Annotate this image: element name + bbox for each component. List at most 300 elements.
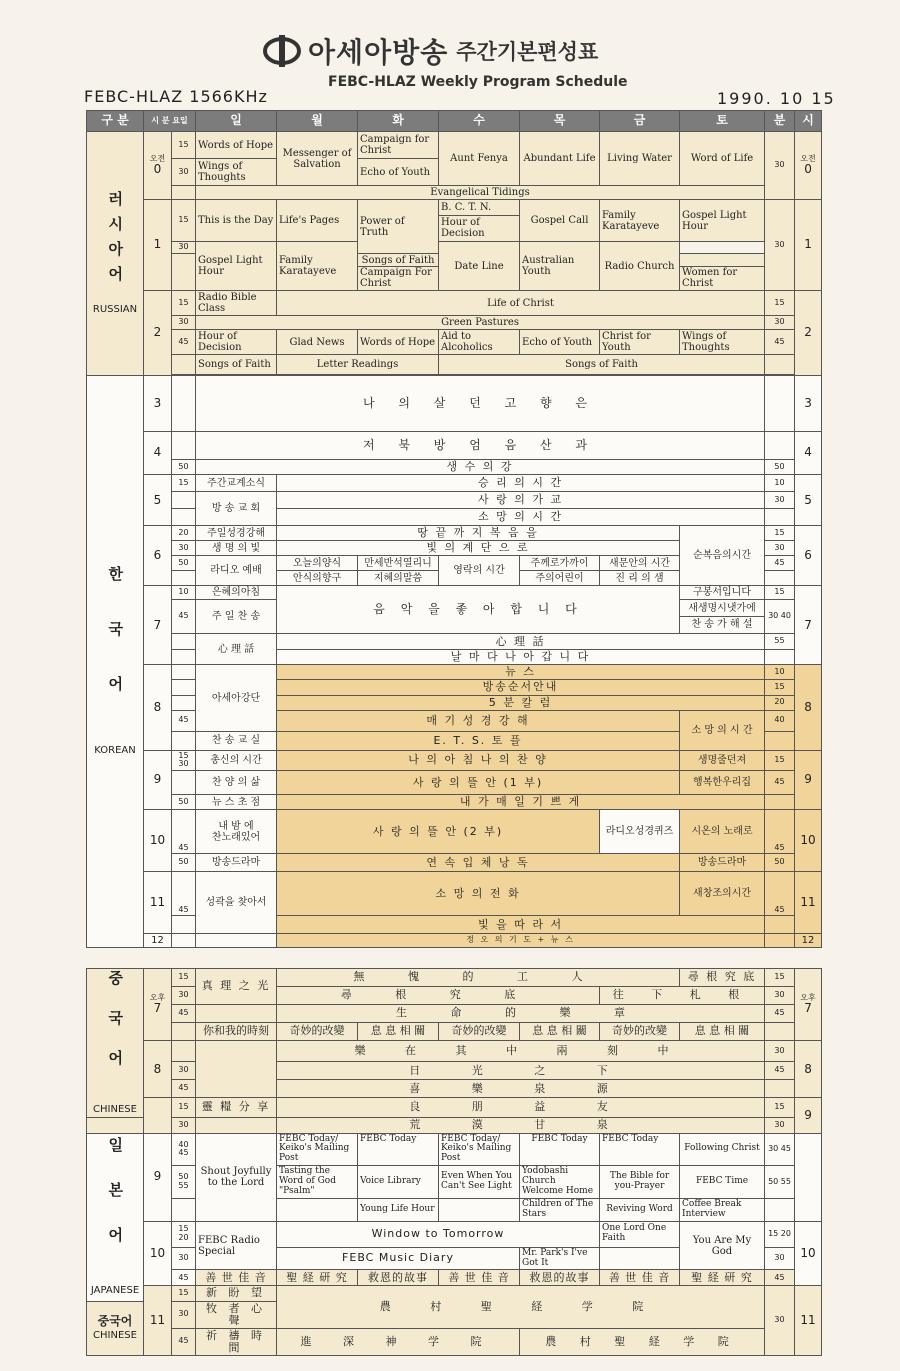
minute-label: 30 45 xyxy=(765,1133,795,1166)
minute-label: 45 xyxy=(172,600,196,634)
hour-8-right: 8 xyxy=(795,1041,822,1098)
program-cell: 새창조의시간 xyxy=(680,872,765,916)
program-cell: 주간교계소식 xyxy=(196,475,277,492)
minute-label xyxy=(172,254,196,291)
minute-label: 40 45 xyxy=(172,1133,196,1166)
program-cell: 빛 의 계 단 으 로 xyxy=(277,541,680,556)
program-cell: FEBC Today/ Keiko's Mailing Post xyxy=(439,1133,520,1166)
program-cell: 만세반석열리니 xyxy=(358,556,439,571)
program-cell: Family Karatayeve xyxy=(600,200,680,242)
col-monday: 월 xyxy=(277,111,358,132)
minute-label: 50 xyxy=(172,556,196,571)
program-cell: 뉴 스 초 점 xyxy=(196,795,277,810)
minute-label: 30 xyxy=(765,316,795,330)
program-cell: 방송순서안내 xyxy=(277,680,765,695)
divider xyxy=(680,255,764,267)
program-cell: 樂 在 其 中 兩 刻 中 xyxy=(277,1041,765,1062)
hour-7: 오후 7 xyxy=(144,969,172,1041)
minute-label: 15 xyxy=(172,200,196,242)
hour-7-right: 7 xyxy=(795,586,822,665)
hour-9: 9 xyxy=(144,1133,172,1221)
program-cell: 안식의향구 xyxy=(277,571,358,586)
program-text: 찬노래있어 xyxy=(211,831,261,843)
minute-label: 30 xyxy=(765,132,795,200)
minute-label xyxy=(172,771,196,795)
hour-9-right: 9 xyxy=(795,750,822,810)
korean-label: 한국어 xyxy=(106,566,125,732)
program-cell: 靈 糧 分 享 xyxy=(196,1098,277,1117)
hour-6-right: 6 xyxy=(795,526,822,586)
program-cell: Voice Library xyxy=(358,1166,439,1199)
program-cell xyxy=(196,1005,277,1023)
program-cell: Abundant Life xyxy=(520,132,600,186)
program-cell: 나 의 아 침 나 의 찬 양 xyxy=(277,750,680,771)
program-cell: 사 랑 의 뜰 안 (1 부) xyxy=(277,771,680,795)
minute-label: 30 xyxy=(172,316,196,330)
program-cell xyxy=(196,810,277,854)
program-cell: 牧 者 心 聲 xyxy=(196,1301,277,1328)
minute-label: 45 xyxy=(765,872,795,916)
hour-10: 10 xyxy=(144,1221,172,1286)
minute-label xyxy=(172,695,196,710)
program-cell: 내 가 매 일 기 쁘 게 xyxy=(277,795,765,810)
minute-label: 45 xyxy=(765,330,795,355)
japanese-en-label: JAPANESE xyxy=(90,1285,140,1297)
program-cell: 주일성경강해 xyxy=(196,526,277,541)
minute-label: 30 xyxy=(172,987,196,1005)
am-label: 오전 xyxy=(149,153,166,163)
program-cell: 주 일 찬 송 xyxy=(196,600,277,634)
program-cell: 奇妙的改變 xyxy=(600,1023,680,1041)
program-cell: 救恩的故事 xyxy=(520,1270,600,1286)
program-cell: Wings of Thoughts xyxy=(680,330,765,355)
minute-label: 30 xyxy=(172,1247,196,1270)
minute-label: 30 xyxy=(765,541,795,556)
program-cell: Messenger of Salvation xyxy=(277,132,358,186)
program-cell xyxy=(358,254,439,291)
english-title: FEBC-HLAZ Weekly Program Schedule xyxy=(328,74,628,90)
minute-label xyxy=(765,509,795,526)
minute-label xyxy=(172,680,196,695)
minute-label: 30 xyxy=(765,1247,795,1270)
russian-label: 러시아어 xyxy=(106,190,125,291)
program-cell: 새문안의 시간 xyxy=(600,556,680,571)
minute-label: 30 xyxy=(172,1301,196,1328)
minute-label: 50 55 xyxy=(172,1166,196,1199)
col-wednesday: 수 xyxy=(439,111,520,132)
program-cell: 찬 송 교 실 xyxy=(196,731,277,750)
program-cell: Christ for Youth xyxy=(600,330,680,355)
program-cell xyxy=(439,200,520,242)
hour-12-right: 12 xyxy=(795,934,822,948)
minute-label xyxy=(172,1198,196,1221)
program-cell: 시온의 노래로 xyxy=(680,810,765,854)
program-cell: 生 命 的 樂 章 xyxy=(277,1005,765,1023)
minute-label: 20 xyxy=(172,526,196,541)
program-cell: 尋 根 究 底 xyxy=(277,987,600,1005)
program-cell xyxy=(277,1198,358,1221)
program-cell: Glad News xyxy=(277,330,358,355)
program-cell: You Are My God xyxy=(680,1221,765,1270)
schedule-table-evening xyxy=(86,968,822,1356)
hour-4-right: 4 xyxy=(795,432,822,475)
program-text: Hour of Decision xyxy=(439,215,519,240)
col-friday: 금 xyxy=(600,111,680,132)
russian-en-label: RUSSIAN xyxy=(92,304,138,316)
minute-label xyxy=(172,1041,196,1062)
febc-logo xyxy=(262,34,598,68)
minute-label: 30 xyxy=(765,1117,795,1133)
program-cell: 善 世 佳 音 xyxy=(600,1270,680,1286)
program-cell: 祈 禱 時 間 xyxy=(196,1328,277,1355)
minute-label: 15 xyxy=(172,132,196,159)
hour-5: 5 xyxy=(144,475,172,526)
program-cell: 日 光 之 下 xyxy=(277,1062,765,1080)
hour-9-chinese xyxy=(144,1098,172,1133)
minute-label: 15 xyxy=(172,969,196,987)
hour-0: 오전 0 xyxy=(144,132,172,200)
hour-0-right: 오전 0 xyxy=(795,132,822,200)
program-cell: Songs of Faith xyxy=(196,355,277,375)
program-cell: Family Karatayeve xyxy=(277,242,358,291)
language-japanese xyxy=(87,1133,144,1301)
program-cell: Aunt Fenya xyxy=(439,132,520,186)
minute-label xyxy=(765,934,795,948)
program-cell: E. T. S. 토 플 xyxy=(277,731,680,750)
hour-8: 8 xyxy=(144,665,172,750)
program-cell: Radio Church xyxy=(600,242,680,291)
program-text: 새생명시냇가에 xyxy=(688,603,756,615)
minute-label: 50 xyxy=(172,854,196,872)
chinese-label-bottom xyxy=(87,1117,144,1133)
program-cell: 息 息 相 關 xyxy=(680,1023,765,1041)
minute-label: 45 xyxy=(172,1080,196,1098)
col-thursday: 목 xyxy=(520,111,600,132)
program-text: Songs of Faith xyxy=(358,255,438,267)
minute-label xyxy=(765,376,795,432)
japanese-label: 일본어 xyxy=(106,1136,125,1272)
program-cell: Living Water xyxy=(600,132,680,186)
program-text: Women for Christ xyxy=(682,267,738,289)
col-category: 구 분 xyxy=(87,111,144,132)
program-cell: 奇妙的改變 xyxy=(277,1023,358,1041)
program-cell: Window to Tomorrow xyxy=(277,1221,600,1247)
minute-label xyxy=(172,1023,196,1041)
program-cell: 사 랑 의 가 교 xyxy=(277,492,765,509)
program-cell: 喜 樂 泉 源 xyxy=(277,1080,765,1098)
hour-9: 9 xyxy=(144,750,172,810)
minute-label: 15 xyxy=(765,586,795,600)
program-cell: Echo of Youth xyxy=(520,330,600,355)
col-hour-min: 시 분 요일 xyxy=(144,111,196,132)
minute-label: 10 xyxy=(765,665,795,680)
program-cell xyxy=(196,1041,277,1098)
minute-label: 15 xyxy=(765,750,795,771)
minute-label: 50 55 xyxy=(765,1166,795,1199)
program-cell: Coffee Break Interview xyxy=(680,1198,765,1221)
program-cell: 성곽을 찾아서 xyxy=(196,872,277,934)
program-cell: FEBC Today/ Keiko's Mailing Post xyxy=(277,1133,358,1166)
minute-label xyxy=(172,376,196,432)
minute-label: 15 xyxy=(765,291,795,316)
program-cell: 라디오성경퀴즈 xyxy=(600,810,680,854)
minute-label xyxy=(172,432,196,460)
minute-label: 50 xyxy=(172,795,196,810)
pm-label: 오후 xyxy=(800,992,816,1002)
program-cell: 소 망 의 시 간 xyxy=(277,509,765,526)
pm-label: 오후 xyxy=(149,992,166,1002)
program-cell: 날 마 다 나 아 갑 니 다 xyxy=(277,650,765,665)
col-sunday: 일 xyxy=(196,111,277,132)
program-cell: 은혜의아침 xyxy=(196,586,277,600)
minute-label: 10 xyxy=(765,475,795,492)
program-cell xyxy=(196,1117,277,1133)
program-cell xyxy=(196,934,277,948)
program-cell: 순복음의시간 xyxy=(680,526,765,586)
program-text: 찬 송 가 해 설 xyxy=(680,616,764,630)
program-cell: 息 息 相 關 xyxy=(520,1023,600,1041)
program-cell: 救恩的故事 xyxy=(358,1270,439,1286)
chinese2-label: 중국어 xyxy=(97,1313,133,1328)
program-cell: 생 명 의 빛 xyxy=(196,541,277,556)
program-cell: Life of Christ xyxy=(277,291,765,316)
program-cell: Yodobashi Church Welcome Home xyxy=(520,1166,600,1199)
minute-label: 30 xyxy=(172,541,196,556)
program-cell: The Bible for you-Prayer xyxy=(600,1166,680,1199)
program-cell: Power of Truth xyxy=(358,200,439,254)
minute-label: 30 xyxy=(765,200,795,291)
minute-label xyxy=(172,650,196,665)
program-cell: Radio Bible Class xyxy=(196,291,277,316)
minute-label: 40 xyxy=(765,710,795,731)
program-cell: 방송드라마 xyxy=(680,854,765,872)
program-cell: 생 수 의 강 xyxy=(196,460,765,475)
program-cell: 땅 끝 까 지 복 음 을 xyxy=(277,526,680,541)
program-cell: Gospel Call xyxy=(520,200,600,242)
program-cell: Life's Pages xyxy=(277,200,358,242)
program-cell: FEBC Time xyxy=(680,1166,765,1199)
minute-label: 30 xyxy=(172,242,196,254)
minute-label xyxy=(172,186,196,200)
program-cell: 찬 양 의 삶 xyxy=(196,771,277,795)
program-cell: This is the Day xyxy=(196,200,277,242)
minute-label: 45 xyxy=(172,1005,196,1023)
program-cell: Echo of Youth xyxy=(358,159,439,186)
program-cell: 農 村 聖 経 学 院 xyxy=(520,1328,765,1355)
program-cell xyxy=(680,254,765,291)
program-cell: 良 朋 益 友 xyxy=(277,1098,765,1117)
hour-10: 10 xyxy=(144,810,172,872)
program-cell: 연 속 입 체 낭 독 xyxy=(277,854,680,872)
program-cell: Green Pastures xyxy=(196,316,765,330)
program-cell: Evangelical Tidings xyxy=(196,186,765,200)
language-russian xyxy=(87,132,144,376)
minute-label: 30 xyxy=(765,1041,795,1062)
program-cell: 주의어린이 xyxy=(520,571,600,586)
program-cell: Shout Joyfully to the Lord xyxy=(196,1133,277,1221)
hour-1: 1 xyxy=(144,200,172,291)
program-cell: 사 랑 의 뜰 안 (2 부) xyxy=(277,810,600,854)
program-cell: 총신의 시간 xyxy=(196,750,277,771)
minute-label xyxy=(172,934,196,948)
program-cell: Songs of Faith xyxy=(439,355,765,375)
program-text: Campaign For Christ xyxy=(360,267,432,289)
minute-label xyxy=(765,1023,795,1041)
program-cell: Words of Hope xyxy=(196,132,277,159)
hour-7-right: 오후 7 xyxy=(795,969,822,1041)
minute-label: 45 xyxy=(172,872,196,916)
minute-label xyxy=(172,509,196,526)
program-cell: 息 息 相 關 xyxy=(358,1023,439,1041)
program-cell: Mr. Park's I've Got It xyxy=(520,1247,600,1270)
minute-label: 30 xyxy=(172,1117,196,1133)
program-cell: Letter Readings xyxy=(277,355,439,375)
minute-label: 30 xyxy=(172,159,196,186)
program-text: B. C. T. N. xyxy=(441,201,492,213)
minute-label: 15 xyxy=(172,1098,196,1117)
minute-label: 15 30 xyxy=(172,750,196,771)
program-cell: 聖 経 研 究 xyxy=(277,1270,358,1286)
schedule-title: 주간기본편성표 xyxy=(456,40,599,64)
minute-label: 30 40 xyxy=(765,600,795,634)
minute-label: 45 xyxy=(172,710,196,731)
program-cell: Hour of Decision xyxy=(196,330,277,355)
chinese2-en-label: CHINESE xyxy=(93,1330,137,1342)
minute-label xyxy=(172,355,196,375)
program-cell: Tasting the Word of God "Psalm" xyxy=(277,1166,358,1199)
program-cell: 승 리 의 시 간 xyxy=(277,475,765,492)
minute-label xyxy=(172,731,196,750)
chinese-label: 중국어 xyxy=(106,970,125,1090)
hour-8-right: 8 xyxy=(795,665,822,750)
minute-label: 45 xyxy=(172,1328,196,1355)
program-cell: 빛 을 따 라 서 xyxy=(277,916,765,934)
program-cell: 善 世 佳 音 xyxy=(196,1270,277,1286)
program-cell: 지혜의말씀 xyxy=(358,571,439,586)
col-hour: 시 xyxy=(795,111,822,132)
minute-label xyxy=(765,650,795,665)
program-cell xyxy=(600,1247,680,1270)
hour-5-right: 5 xyxy=(795,475,822,526)
minute-label: 45 xyxy=(765,1005,795,1023)
minute-label: 45 xyxy=(765,1062,795,1080)
hour-7: 7 xyxy=(144,586,172,665)
program-cell: Children of The Stars xyxy=(520,1198,600,1221)
logo-text: 아세아방송 xyxy=(308,36,449,69)
program-cell xyxy=(439,1198,520,1221)
program-cell: 往 下 札 根 xyxy=(600,987,765,1005)
hour-9-right-jp xyxy=(795,1133,822,1221)
program-cell: 저 북 방 엄 음 산 과 xyxy=(196,432,765,460)
program-cell: FEBC Music Diary xyxy=(277,1247,520,1270)
hour-2-right: 2 xyxy=(795,291,822,376)
minute-label xyxy=(172,492,196,509)
program-cell: 나 의 살 던 고 향 은 xyxy=(196,376,765,432)
program-cell: 進 深 神 学 院 xyxy=(277,1328,520,1355)
hour-11: 11 xyxy=(144,872,172,934)
minute-label: 50 xyxy=(172,460,196,475)
am-label: 오전 xyxy=(800,153,816,163)
minute-label: 15 xyxy=(765,1098,795,1117)
minute-label: 15 xyxy=(172,475,196,492)
program-cell xyxy=(680,600,765,634)
program-text: 내 밤 에 xyxy=(218,820,254,832)
program-cell: 소 망 의 전 화 xyxy=(277,872,680,916)
minute-label xyxy=(765,731,795,750)
program-cell: Wings of Thoughts xyxy=(196,159,277,186)
minute-label: 45 xyxy=(172,1270,196,1286)
minute-label: 45 xyxy=(765,771,795,795)
program-cell: One Lord One Faith xyxy=(600,1221,680,1247)
program-cell: 생명줄던져 xyxy=(680,750,765,771)
program-cell: 구봉서입니다 xyxy=(680,586,765,600)
program-cell: FEBC Today xyxy=(600,1133,680,1166)
program-cell: Date Line xyxy=(439,242,520,291)
program-cell: 방 송 교 회 xyxy=(196,492,277,526)
schedule-table-main xyxy=(86,110,822,948)
program-cell: FEBC Today xyxy=(520,1133,600,1166)
hour-10-right: 10 xyxy=(795,1221,822,1286)
minute-label: 50 xyxy=(765,854,795,872)
minute-label: 15 xyxy=(765,680,795,695)
program-cell: Following Christ xyxy=(680,1133,765,1166)
program-cell: 荒 漠 甘 泉 xyxy=(277,1117,765,1133)
minute-label xyxy=(172,916,196,934)
program-cell: 尋 根 究 底 xyxy=(680,969,765,987)
hour-8: 8 xyxy=(144,1041,172,1098)
minute-label: 15 xyxy=(172,1286,196,1301)
minute-label: 45 xyxy=(765,556,795,571)
hour-10-right: 10 xyxy=(795,810,822,872)
language-korean xyxy=(87,376,144,948)
minute-label xyxy=(172,634,196,650)
program-cell: FEBC Radio Special xyxy=(196,1221,277,1270)
program-cell: Even When You Can't See Light xyxy=(439,1166,520,1199)
minute-label: 30 xyxy=(765,987,795,1005)
hour-9-right: 9 xyxy=(795,1098,822,1133)
minute-label: 50 xyxy=(765,460,795,475)
program-cell: 진 리 의 샘 xyxy=(600,571,680,586)
minute-label: 15 20 xyxy=(765,1221,795,1247)
minute-label: 15 xyxy=(765,526,795,541)
minute-label: 30 xyxy=(765,492,795,509)
program-cell: Young Life Hour xyxy=(358,1198,439,1221)
program-cell: 新 盼 望 xyxy=(196,1286,277,1301)
minute-label xyxy=(765,795,795,810)
schedule-date: 1990. 10 15 xyxy=(717,89,836,108)
program-cell: 你和我的時刻 xyxy=(196,1023,277,1041)
program-cell: Words of Hope xyxy=(358,330,439,355)
col-tuesday: 화 xyxy=(358,111,439,132)
hour-6: 6 xyxy=(144,526,172,586)
program-cell: 주께로가까이 xyxy=(520,556,600,571)
col-saturday: 토 xyxy=(680,111,765,132)
minute-label: 30 xyxy=(765,1286,795,1355)
hour-1-right: 1 xyxy=(795,200,822,291)
program-cell: Reviving Word xyxy=(600,1198,680,1221)
hour-11-right: 11 xyxy=(795,1286,822,1355)
minute-label: 10 xyxy=(172,586,196,600)
minute-label xyxy=(765,1080,795,1098)
program-cell: 奇妙的改變 xyxy=(439,1023,520,1041)
broadcast-logo-icon xyxy=(262,35,302,67)
korean-en-label: KOREAN xyxy=(94,744,136,756)
program-cell: 아세아강단 xyxy=(196,665,277,731)
program-cell: 매 기 성 경 강 해 xyxy=(277,710,680,731)
program-cell: 善 世 佳 音 xyxy=(439,1270,520,1286)
program-cell: 뉴 스 xyxy=(277,665,765,680)
hour-12: 12 xyxy=(144,934,172,948)
